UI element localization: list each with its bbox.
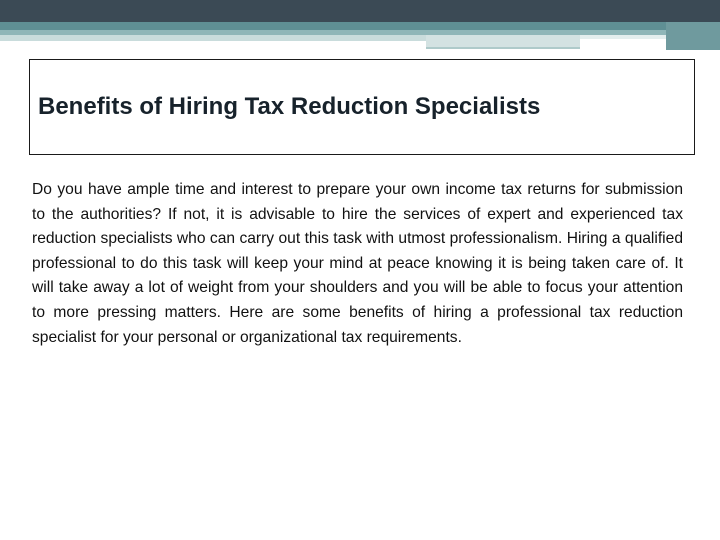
header-thin-strip [580, 35, 666, 39]
header-band-dark [0, 0, 720, 22]
header-right-block [666, 22, 720, 50]
slide-body-text: Do you have ample time and interest to prepare your own income tax returns for submission to the authorities? If not, it is advisable to hire the services of expert and experienced tax reduction specialists who can carry out this task with utmost professionalism. Hiring a qualified professional to do this task will keep your mind at peace knowing it is being taken care of. It will take away a lot of weight from your shoulders and you will be able to focus your attention to more pressing matters. Here are some benefits of hiring a professional tax reduction specialist for your personal or organizational tax requirements. [32, 181, 683, 346]
slide-title: Benefits of Hiring Tax Reduction Specialists [38, 93, 541, 120]
header-thin-line [426, 47, 580, 49]
header-band-pale-right [426, 35, 580, 47]
header-band-pale [0, 35, 426, 41]
header-band-teal [0, 22, 720, 30]
title-box [29, 59, 695, 155]
